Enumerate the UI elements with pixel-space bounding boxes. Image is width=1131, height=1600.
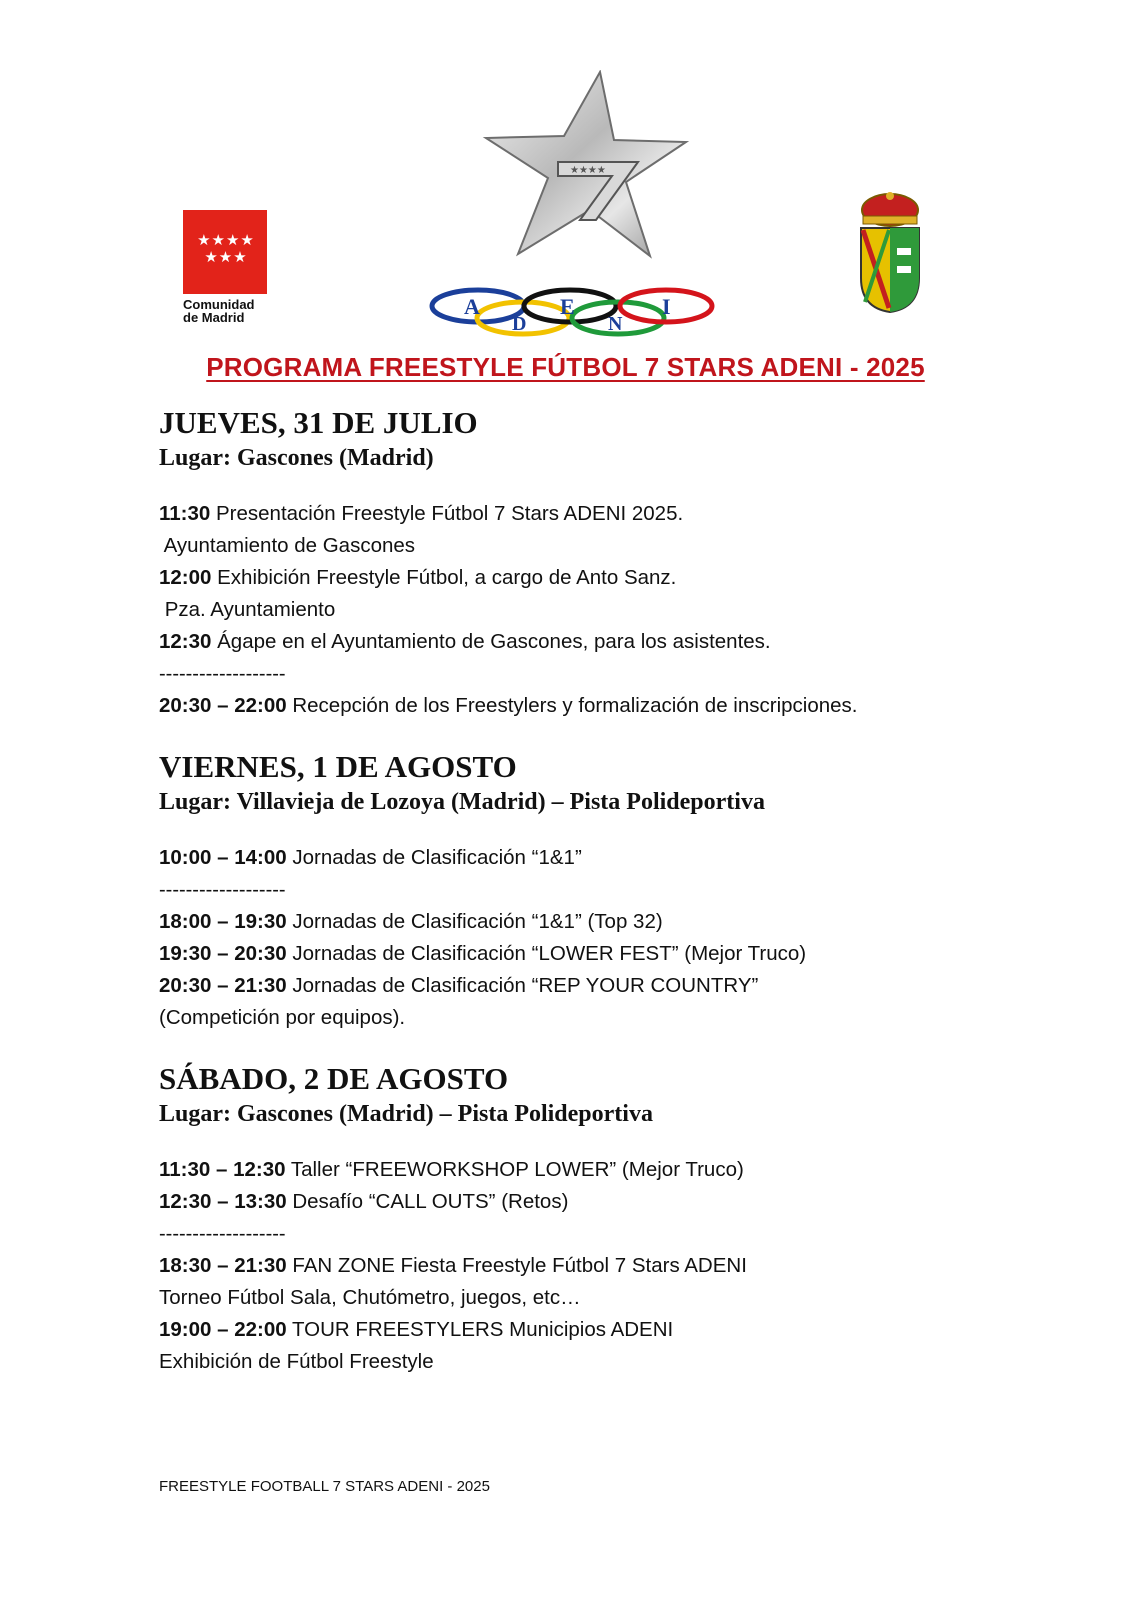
day-thursday [159, 404, 1059, 722]
schedule-line: Ayuntamiento de Gascones [159, 534, 416, 557]
day-heading: JUEVES, 31 DE JULIO [159, 405, 478, 440]
schedule-line: Exhibición de Fútbol Freestyle [159, 1350, 434, 1373]
schedule-line: Torneo Fútbol Sala, Chutómetro, juegos, etc… [159, 1286, 581, 1309]
day-place: Lugar: Gascones (Madrid) [159, 445, 434, 471]
cm-line2: de Madrid [183, 310, 245, 325]
schedule-line: 12:00 Exhibición Freestyle Fútbol, a cargo de Anto Sanz. [159, 566, 677, 589]
schedule-line: (Competición por equipos). [159, 1006, 406, 1029]
program-title [0, 352, 1131, 383]
program-content [159, 404, 1059, 1404]
schedule-line: 19:30 – 20:30 Jornadas de Clasificación “LOWER FEST” (Mejor Truco) [159, 942, 807, 965]
schedule-line: 18:30 – 21:30 FAN ZONE Fiesta Freestyle Fútbol 7 Stars ADENI [159, 1254, 747, 1277]
schedule-line: 19:00 – 22:00 TOUR FREESTYLERS Municipios ADENI [159, 1318, 674, 1341]
schedule-line: 11:30 Presentación Freestyle Fútbol 7 Stars ADENI 2025. [159, 502, 684, 525]
schedule-line: 12:30 Ágape en el Ayuntamiento de Gascones, para los asistentes. [159, 630, 771, 653]
day-heading: SÁBADO, 2 DE AGOSTO [159, 1061, 509, 1096]
day-saturday [159, 1060, 1059, 1378]
separator: ------------------- [159, 879, 286, 901]
schedule-line: 18:00 – 19:30 Jornadas de Clasificación “1&1” (Top 32) [159, 910, 663, 933]
adeni-letter-a: A [464, 294, 480, 319]
municipal-coat-of-arms-icon [855, 190, 925, 314]
schedule-line: 20:30 – 22:00 Recepción de los Freestylers y formalización de inscripciones. [159, 694, 858, 717]
svg-text:★★★★: ★★★★ [570, 165, 606, 176]
adeni-letter-n: N [608, 313, 623, 335]
schedule-line: 12:30 – 13:30 Desafío “CALL OUTS” (Retos) [159, 1190, 569, 1213]
separator: ------------------- [159, 663, 286, 685]
cm-line1: Comunidad [183, 297, 255, 312]
comunidad-flag-icon [183, 210, 267, 294]
day-place: Lugar: Villavieja de Lozoya (Madrid) – Pista Polideportiva [159, 789, 765, 815]
schedule-line: 20:30 – 21:30 Jornadas de Clasificación “REP YOUR COUNTRY” [159, 974, 759, 997]
page-footer: FREESTYLE FOOTBALL 7 STARS ADENI - 2025 [159, 1478, 490, 1495]
schedule-line: Pza. Ayuntamiento [159, 598, 336, 621]
day-friday [159, 748, 1059, 1034]
seven-stars-star-icon [478, 70, 698, 260]
day-heading: VIERNES, 1 DE AGOSTO [159, 749, 517, 784]
cm-stars: ★★★★ ★★★ [197, 231, 255, 266]
schedule-line: 10:00 – 14:00 Jornadas de Clasificación “1&1” [159, 846, 582, 869]
schedule-line: 11:30 – 12:30 Taller “FREEWORKSHOP LOWER” (Mejor Truco) [159, 1158, 744, 1181]
separator: ------------------- [159, 1223, 286, 1245]
comunidad-de-madrid-logo [183, 210, 269, 324]
adeni-letter-e: E [560, 294, 575, 319]
adeni-letter-i: I [662, 294, 671, 319]
day-place: Lugar: Gascones (Madrid) – Pista Polideportiva [159, 1101, 653, 1127]
adeni-letter-d: D [512, 313, 527, 335]
adeni-rings-logo [428, 284, 718, 340]
program-title-text: PROGRAMA FREESTYLE FÚTBOL 7 STARS ADENI - 2025 [206, 352, 925, 382]
